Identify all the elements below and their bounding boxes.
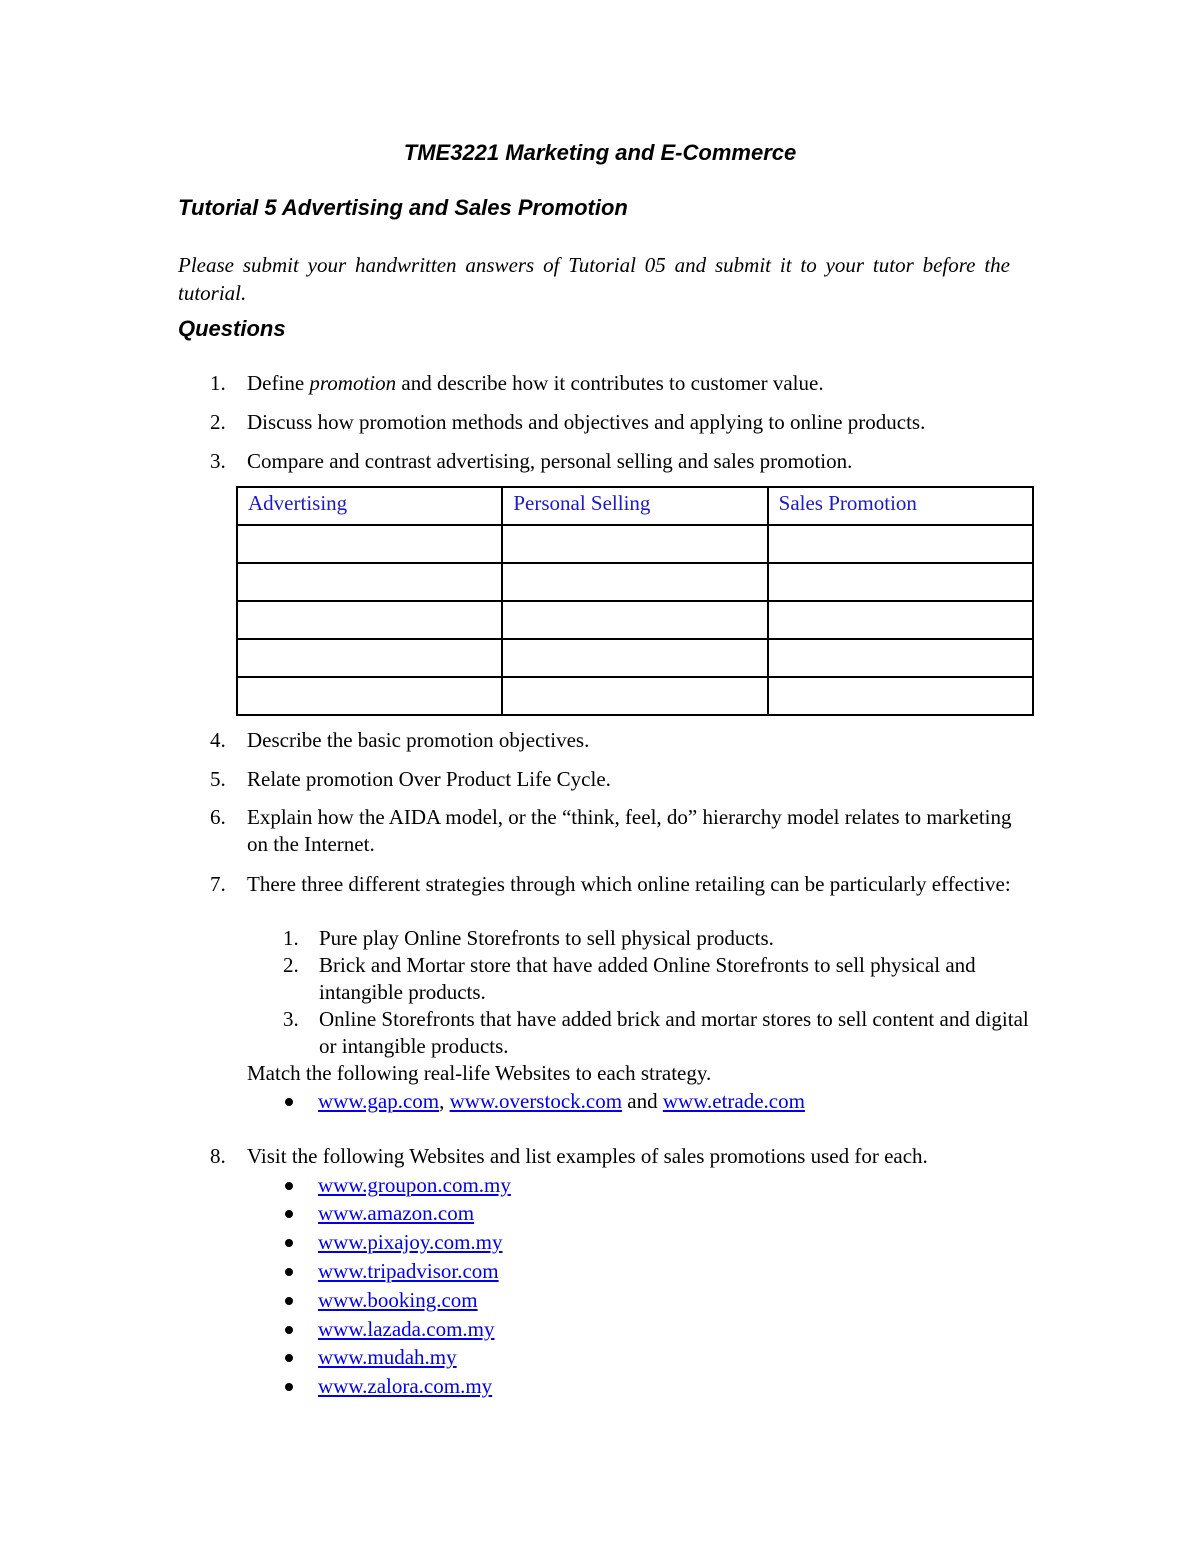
table-cell — [237, 563, 502, 601]
course-title: TME3221 Marketing and E-Commerce — [403, 140, 797, 165]
table-cell — [502, 525, 767, 563]
strategy-number: 1. — [283, 926, 299, 950]
question-emphasis: promotion — [309, 371, 397, 395]
question-text: Discuss how promotion methods and objectives and applying to online products. — [247, 410, 926, 434]
bullet-icon — [285, 1297, 293, 1305]
strategy-links — [318, 1088, 805, 1115]
question-text: Explain how the AIDA model, or the “think, feel, do” hierarchy model relates to marketing on the Internet. — [247, 805, 1012, 856]
table-row — [237, 525, 1033, 563]
table-cell — [768, 563, 1033, 601]
question-number: 4. — [210, 728, 226, 752]
table-cell — [768, 677, 1033, 715]
submission-instructions: Please submit your handwritten answers of Tutorial 05 and submit it to your tutor before the tutorial. — [178, 253, 1010, 305]
table-cell — [502, 677, 767, 715]
table-cell — [502, 601, 767, 639]
link-pixajoy[interactable]: www.pixajoy.com.my — [318, 1230, 503, 1254]
bullet-icon — [285, 1210, 293, 1218]
question-text — [247, 370, 1037, 397]
question-number: 3. — [210, 449, 226, 473]
question-text: Describe the basic promotion objectives. — [247, 728, 590, 752]
table-cell — [502, 563, 767, 601]
questions-heading: Questions — [178, 316, 286, 341]
table-header-row — [237, 487, 1033, 525]
header-sales-promotion: Sales Promotion — [768, 487, 1033, 525]
strategy-number: 2. — [283, 953, 299, 977]
bullet-icon — [285, 1182, 293, 1190]
question-text: There three different strategies through which online retailing can be particularly effective: — [247, 872, 1011, 896]
strategy-text: Online Storefronts that have added brick and mortar stores to sell content and digital or intangible products. — [319, 1007, 1029, 1058]
question-number: 1. — [210, 371, 226, 395]
separator: , — [439, 1089, 450, 1113]
question-text: Compare and contrast advertising, personal selling and sales promotion. — [247, 449, 853, 473]
question-text: Relate promotion Over Product Life Cycle. — [247, 767, 611, 791]
table-cell — [502, 639, 767, 677]
bullet-icon — [285, 1354, 293, 1362]
link-overstock[interactable]: www.overstock.com — [449, 1089, 623, 1113]
table-row — [237, 677, 1033, 715]
table-row — [237, 639, 1033, 677]
comparison-table — [236, 486, 1034, 716]
table-cell — [237, 525, 502, 563]
strategy-text: Brick and Mortar store that have added Online Storefronts to sell physical and intangible products. — [319, 953, 976, 1004]
strategy-number: 3. — [283, 1007, 299, 1031]
link-booking[interactable]: www.booking.com — [318, 1288, 478, 1312]
strategy-text: Pure play Online Storefronts to sell physical products. — [319, 926, 774, 950]
link-amazon[interactable]: www.amazon.com — [318, 1201, 475, 1225]
question-number: 6. — [210, 805, 226, 829]
link-lazada[interactable]: www.lazada.com.my — [318, 1317, 495, 1341]
table-cell — [237, 601, 502, 639]
table-cell — [237, 677, 502, 715]
question-text: Visit the following Websites and list examples of sales promotions used for each. — [247, 1144, 928, 1168]
bullet-icon — [285, 1326, 293, 1334]
question-number: 7. — [210, 872, 226, 896]
table-cell — [768, 525, 1033, 563]
question-number: 8. — [210, 1144, 226, 1168]
link-gap[interactable]: www.gap.com — [318, 1089, 440, 1113]
table-cell — [237, 639, 502, 677]
question-text-part: Define — [247, 371, 310, 395]
tutorial-title: Tutorial 5 Advertising and Sales Promotion — [178, 195, 628, 220]
link-mudah[interactable]: www.mudah.my — [318, 1345, 457, 1369]
header-personal-selling: Personal Selling — [502, 487, 767, 525]
question-number: 5. — [210, 767, 226, 791]
table-row — [237, 563, 1033, 601]
table-row — [237, 601, 1033, 639]
bullet-icon — [285, 1268, 293, 1276]
link-etrade[interactable]: www.etrade.com — [662, 1089, 805, 1113]
bullet-icon — [285, 1098, 293, 1106]
header-advertising: Advertising — [237, 487, 502, 525]
link-groupon[interactable]: www.groupon.com.my — [318, 1173, 511, 1197]
question-text-part: and describe how it contributes to customer value. — [396, 371, 824, 395]
bullet-icon — [285, 1383, 293, 1391]
question-number: 2. — [210, 410, 226, 434]
link-tripadvisor[interactable]: www.tripadvisor.com — [318, 1259, 499, 1283]
separator: and — [622, 1089, 663, 1113]
match-instruction: Match the following real-life Websites to each strategy. — [247, 1061, 712, 1085]
table-cell — [768, 639, 1033, 677]
link-zalora[interactable]: www.zalora.com.my — [318, 1374, 493, 1398]
table-cell — [768, 601, 1033, 639]
bullet-icon — [285, 1239, 293, 1247]
